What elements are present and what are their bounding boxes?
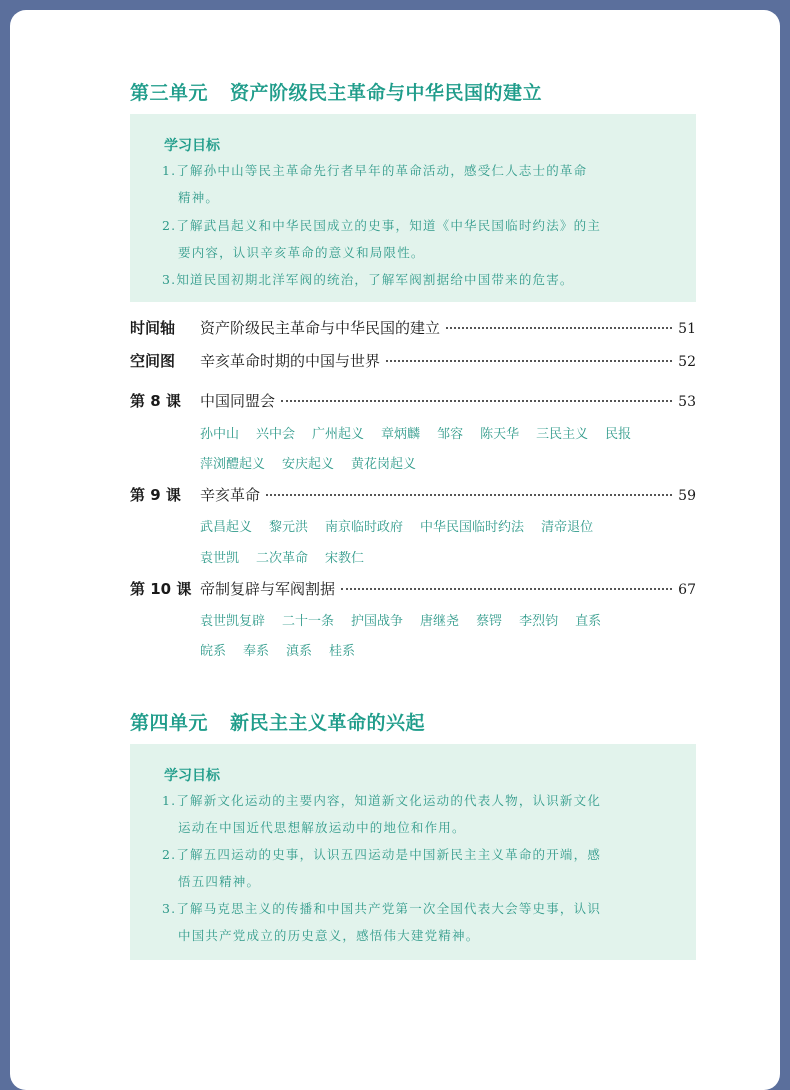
lesson-9-keywords-line-1 [200,516,610,535]
keyword: 萍浏醴起义 [200,457,266,472]
keyword: 清帝退位 [541,520,594,535]
toc-entry-lesson-10[interactable] [200,578,696,599]
lesson-9-keywords-line-2 [200,547,381,566]
keyword: 皖系 [200,644,227,659]
keyword: 奉系 [243,644,270,659]
toc-page-number: 67 [678,582,696,598]
toc-label-lesson-10: 第 10 课 [130,580,192,598]
unit3-goal-2-line-1: 2.了解武昌起义和中华民国成立的史事，知道《中华民国临时约法》的主 [162,218,602,233]
unit3-goals-box [130,114,696,302]
toc-entry-map[interactable] [200,350,696,371]
unit4-goal-2-line-1: 2.了解五四运动的史事，认识五四运动是中国新民主主义革命的开端，感 [162,847,602,862]
keyword: 陈天华 [480,427,520,442]
unit3-goal-2-line-2: 要内容，认识辛亥革命的意义和局限性。 [178,245,425,260]
toc-leader-dots [341,588,672,590]
lesson-10-keywords-line-1 [200,610,618,629]
unit4-goals-box [130,744,696,960]
unit4-goal-3-line-2: 中国共产党成立的历史意义，感悟伟大建党精神。 [178,928,480,943]
toc-entry-timeline[interactable] [200,317,696,338]
unit4-goal-1-line-2: 运动在中国近代思想解放运动中的地位和作用。 [178,820,466,835]
keyword: 袁世凯复辟 [200,614,266,629]
keyword: 南京临时政府 [325,520,404,535]
toc-title: 辛亥革命 [200,486,261,504]
keyword: 二次革命 [256,551,309,566]
keyword: 黄花岗起义 [351,457,417,472]
lesson-10-keywords-line-2 [200,640,372,659]
keyword: 蔡锷 [476,614,503,629]
unit3-goals-heading: 学习目标 [164,138,220,154]
lesson-8-keywords-line-2 [200,453,433,472]
toc-entry-lesson-9[interactable] [200,484,696,505]
keyword: 民报 [605,427,632,442]
unit4-goals-heading: 学习目标 [164,768,220,784]
unit4-title [130,708,425,735]
toc-page-number: 52 [678,354,696,370]
unit3-name: 资产阶级民主革命与中华民国的建立 [230,82,543,104]
keyword: 章炳麟 [381,427,421,442]
unit4-name: 新民主主义革命的兴起 [230,712,426,734]
keyword: 二十一条 [282,614,335,629]
keyword: 唐继尧 [420,614,460,629]
keyword: 孙中山 [200,427,240,442]
toc-title: 辛亥革命时期的中国与世界 [200,352,381,370]
keyword: 直系 [575,614,602,629]
unit3-label: 第三单元 [130,82,209,104]
keyword: 广州起义 [312,427,365,442]
unit4-label: 第四单元 [130,712,209,734]
toc-label-lesson-9: 第 9 课 [130,486,181,504]
keyword: 滇系 [286,644,313,659]
keyword: 中华民国临时约法 [420,520,525,535]
toc-label-lesson-8: 第 8 课 [130,392,181,410]
keyword: 武昌起义 [200,520,253,535]
keyword: 护国战争 [351,614,404,629]
toc-page-number: 51 [678,321,696,337]
unit3-goal-1-line-2: 精神。 [178,190,220,205]
unit3-goal-3-line-1: 3.知道民国初期北洋军阀的统治，了解军阀割据给中国带来的危害。 [162,272,574,287]
keyword: 安庆起义 [282,457,335,472]
keyword: 袁世凯 [200,551,240,566]
toc-page-number: 59 [678,488,696,504]
unit3-goal-1-line-1: 1.了解孙中山等民主革命先行者早年的革命活动，感受仁人志士的革命 [162,163,588,178]
toc-title: 帝制复辟与军阀割据 [200,580,336,598]
keyword: 兴中会 [256,427,296,442]
keyword: 李烈钧 [519,614,559,629]
toc-label-timeline: 时间轴 [130,319,176,337]
toc-leader-dots [386,360,672,362]
page [10,10,780,1090]
toc-title: 资产阶级民主革命与中华民国的建立 [200,319,441,337]
toc-leader-dots [281,400,672,402]
keyword: 邹容 [437,427,464,442]
keyword: 黎元洪 [269,520,309,535]
unit3-title [130,78,542,105]
keyword: 宋教仁 [325,551,365,566]
unit4-goal-3-line-1: 3.了解马克思主义的传播和中国共产党第一次全国代表大会等史事，认识 [162,901,602,916]
unit4-goal-1-line-1: 1.了解新文化运动的主要内容，知道新文化运动的代表人物，认识新文化 [162,793,602,808]
keyword: 桂系 [329,644,356,659]
lesson-8-keywords-line-1 [200,423,648,442]
unit4-goal-2-line-2: 悟五四精神。 [178,874,261,889]
toc-leader-dots [266,494,672,496]
keyword: 三民主义 [536,427,589,442]
toc-page-number: 53 [678,394,696,410]
toc-title: 中国同盟会 [200,392,276,410]
toc-entry-lesson-8[interactable] [200,390,696,411]
toc-label-map: 空间图 [130,352,176,370]
toc-leader-dots [446,327,672,329]
